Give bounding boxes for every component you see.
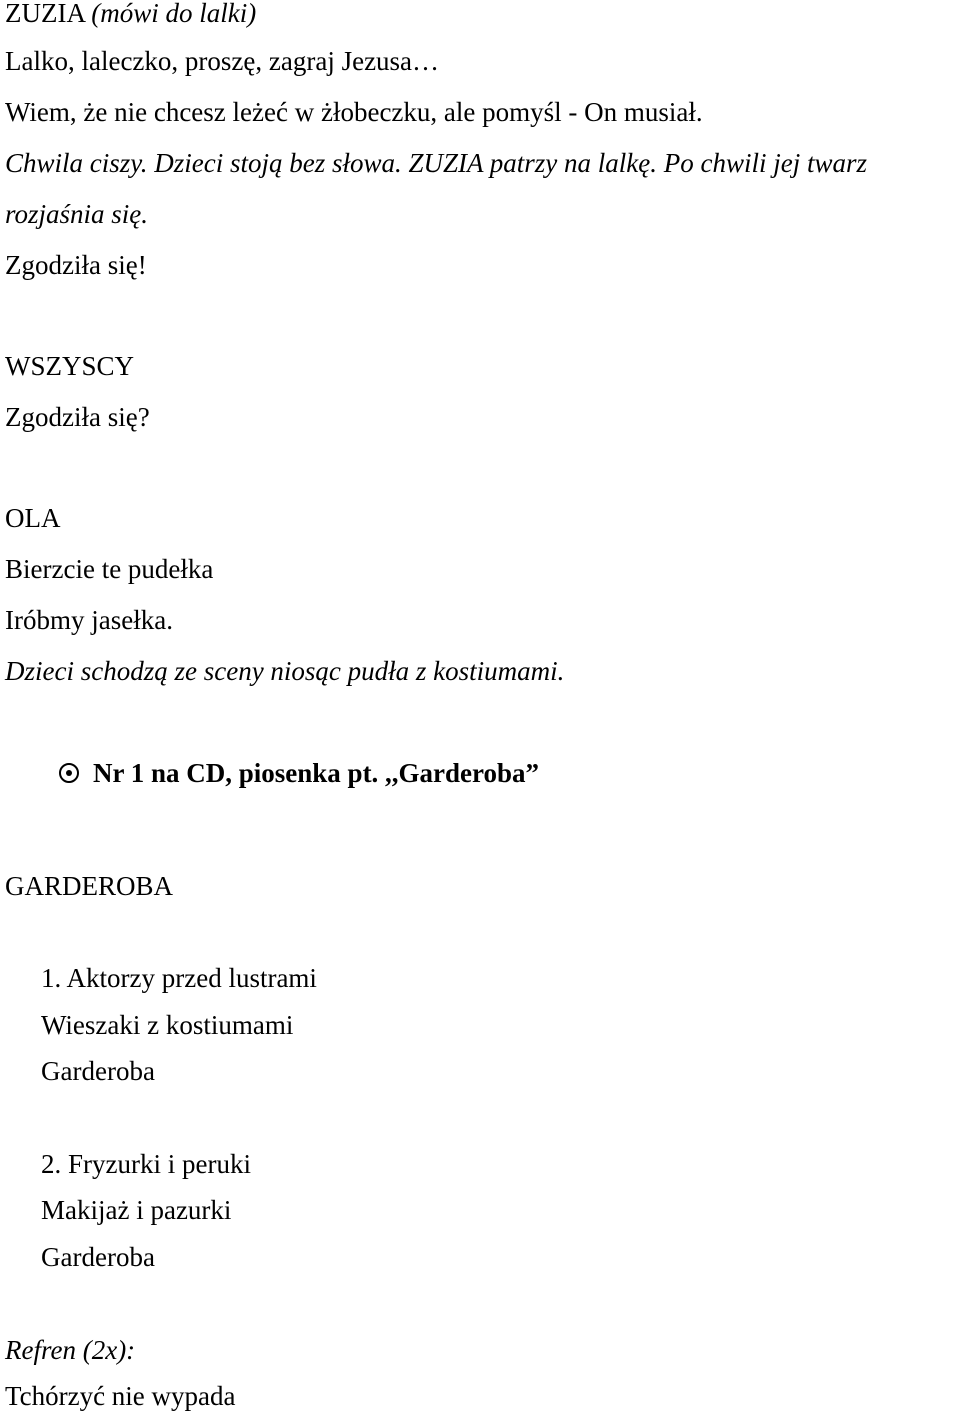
verse-1-line-1: 1. Aktorzy przed lustrami [41, 963, 317, 993]
verse-2-line-2: Makijaż i pazurki [41, 1195, 232, 1225]
dialogue-line: Wiem, że nie chcesz leżeć w żłobeczku, ale pomyśl - On musiał. [5, 97, 703, 127]
disc-icon [59, 763, 79, 783]
stage-direction: rozjaśnia się. [5, 199, 149, 229]
speaker-line-zuzia [5, 0, 256, 27]
verse-1-line-2: Wieszaki z kostiumami [41, 1010, 294, 1040]
dialogue-line: Zgodziła się? [5, 402, 150, 432]
speaker-name: WSZYSCY [5, 351, 135, 381]
dialogue-line: Zgodziła się! [5, 250, 147, 280]
cd-track-text: Nr 1 na CD, piosenka pt. ,,Garderoba” [93, 758, 540, 788]
verse-2-line-1: 2. Fryzurki i peruki [41, 1149, 251, 1179]
stage-direction: Dzieci schodzą ze sceny niosąc pudła z kostiumami. [5, 656, 565, 686]
song-title: GARDEROBA [5, 871, 174, 901]
speaker-name: ZUZIA [5, 0, 85, 28]
verse-1-line-3: Garderoba [41, 1056, 155, 1086]
stage-direction: (mówi do lalki) [91, 0, 257, 28]
refrain-label: Refren (2x): [5, 1335, 136, 1365]
speaker-name: OLA [5, 503, 61, 533]
stage-direction: Chwila ciszy. Dzieci stoją bez słowa. ZUZIA patrzy na lalkę. Po chwili jej twarz [5, 148, 868, 178]
dialogue-line: Iróbmy jasełka. [5, 605, 173, 635]
cd-track-note [59, 760, 539, 787]
verse-2-line-3: Garderoba [41, 1242, 155, 1272]
dialogue-line: Lalko, laleczko, proszę, zagraj Jezusa… [5, 46, 440, 76]
refrain-line: Tchórzyć nie wypada [5, 1381, 236, 1411]
dialogue-line: Bierzcie te pudełka [5, 554, 214, 584]
